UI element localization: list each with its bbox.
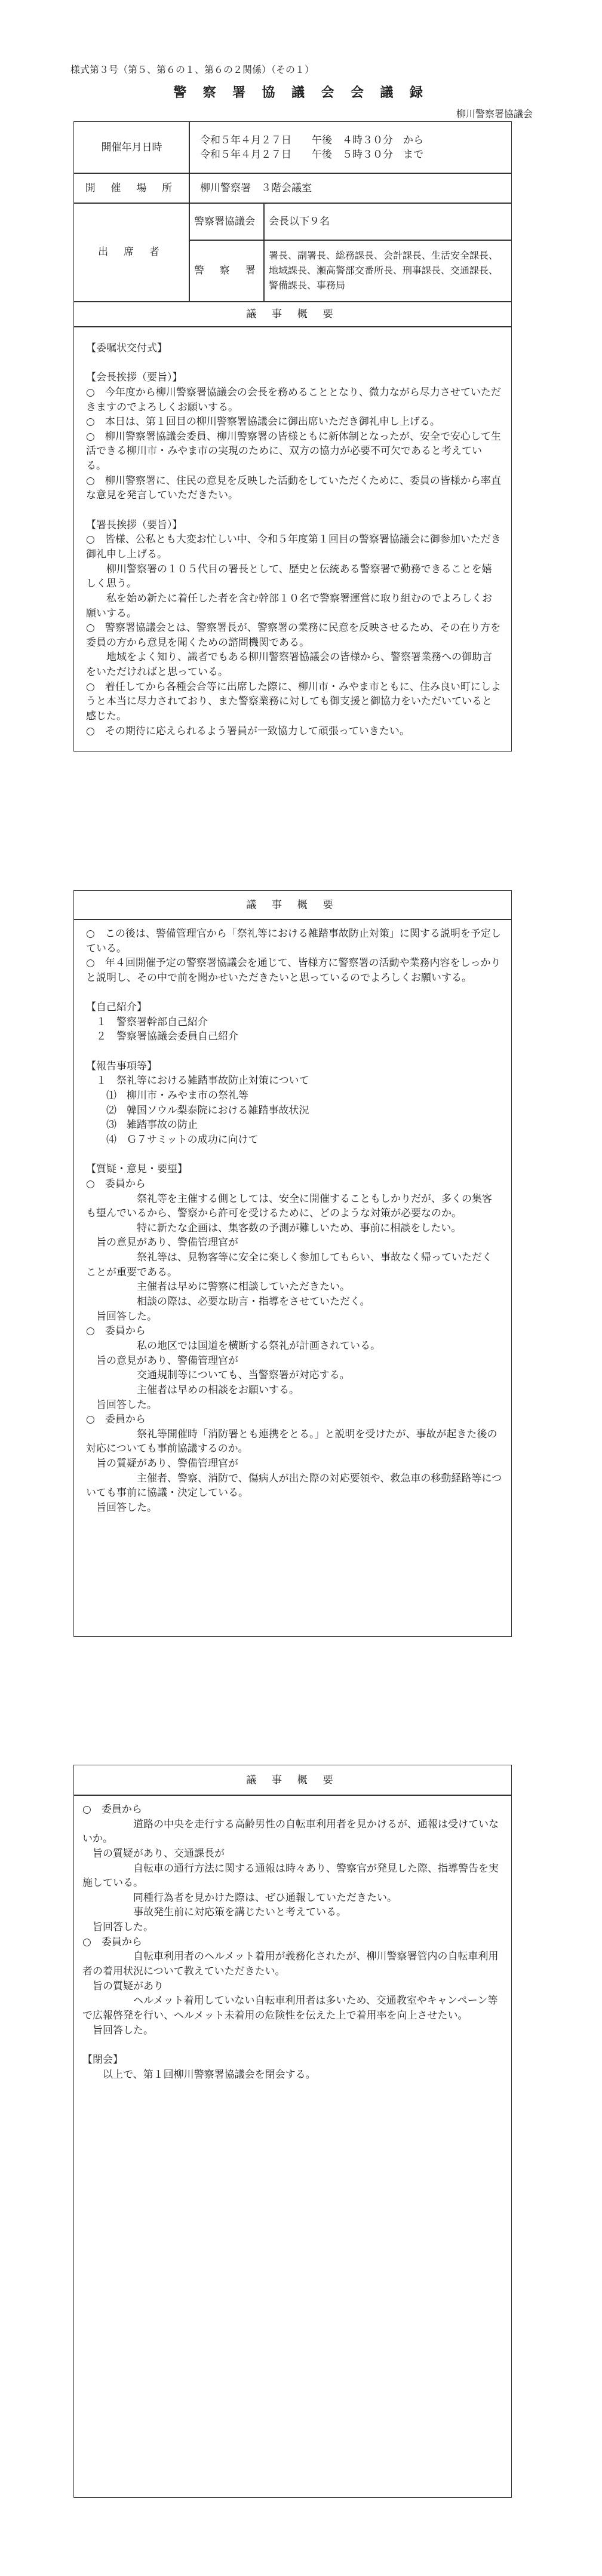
place-value: 柳川警察署 ３階会議室 [200,182,312,194]
council-label: 警察署協議会 [194,215,255,228]
place-label: 開 催 場 所 [85,182,179,194]
minutes-body-text: 【委嘱状交付式】 【会長挨拶（要旨）】 ○ 今年度から柳川警察署協議会の会長を務めることとなり、微力ながら尽力させていただきますのでよろしくお願いする。 ○ 本日は、第１回目の柳川警察署協議会に御出席いただき御礼申し上げる。 ○ 柳川警察署協議会委員、柳川警察署の皆様ともに新体制となったが、安全で安心して生活できる柳川市・みやま市の実現のために、双方の協力が必要不可欠であると考えている。 ○ 柳川警察署に、住民の意見を反映した活動をしていただくために、委員の皆様から率直な意見を発言していただきたい。 【署長挨拶（要旨）】 ○ 皆様、公私とも大変お忙しい中、令和５年度第１回目の警察署協議会に御参加いただき御礼申し上げる。 柳川警察署の１０５代目の署長として、歴史と伝統ある警察署で勤務できることを嬉しく思う。 私を始め新たに着任した者を含む幹部１０名で警察署運営に取り組むのでよろしくお願いする。 ○ 警察署協議会とは、警察署長が、警察署の業務に民意を反映させるため、その在り方を委員の方から意見を聞くための諮問機関である。 地域をよく知り、識者でもある柳川警察署協議会の皆様から、警察署業務への御助言をいただければと思っている。 ○ 着任してから各種会合等に出席した際に、柳川市・みやま市ともに、住み良い町にしようと本当に尽力されており、また警察業務に対しても御支援と御協力をいただいていると感じた。 ○ その期待に応えられるよう署員が一致協力して頑張っていきたい。 [86,342,501,737]
page3-heading: 議 事 概 要 [246,1774,339,1786]
page2-body-text: ○ この後は、警備管理官から「祭礼等における雑踏事故防止対策」に関する説明を予定している。 ○ 年４回開催予定の警察署協議会を通じて、皆様方に警察署の活動や業務内容をしっかりと説明し、その中で前を聞かせいただきたいと思っているのでよろしくお願いする。 【自己紹介】 １ 警察署幹部自己紹介 ２ 警察署協議会委員自己紹介 【報告事項等】 １ 祭礼等における雑踏事故防止対策について ⑴ 柳川市・みやま市の祭礼等 ⑵ 韓国ソウル梨泰院における雑踏事故状況 ⑶ 雑踏事故の防止 ⑷ Ｇ７サミットの成功に向けて 【質疑・意見・要望】 ○ 委員から 祭礼等を主催する側としては、安全に開催することもしかりだが、多くの集客も望んでいるから、警察から許可を受けるために、どのような対策が必要なのか。 特に新たな企画は、集客数の予測が難しいため、事前に相談をしたい。 旨の意見があり、警備管理官が 祭礼等は、見物客等に安全に楽しく参加してもらい、事故なく帰っていただくことが重要である。 主催者は早めに警察に相談していただきたい。 相談の際は、必要な助言・指導をさせていただく。 旨回答した。 ○ 委員から 私の地区では国道を横断する祭礼が計画されている。 旨の意見があり、警備管理官が 交通規制等についても、当警察署が対応する。 主催者は早めの相談をお願いする。 旨回答した。 ○ 委員から 祭礼等開催時「消防署とも連携をとる。」と説明を受けたが、事故が起きた後の対応についても事前協議するのか。 旨の質疑があり、警備管理官が 主催者、警察、消防で、傷病人が出た際の対応要領や、救急車の移動経路等についても事前に協議・決定している。 旨回答した。 [86,928,502,1514]
council-label-cell [189,203,265,241]
place-label-cell [73,173,190,204]
council-name: 柳川警察署協議会 [456,108,533,119]
place-value-cell [189,173,512,204]
council-value-cell [263,203,512,241]
police-value-cell [263,240,512,302]
minutes-body-box [73,326,512,752]
section-heading-cell [73,301,512,327]
date-value-cell [189,121,512,174]
page2-heading-cell [73,890,512,920]
page3-body-box [73,1795,512,2498]
date-label: 開催年月日時 [101,141,162,154]
date-label-cell [73,121,190,174]
police-label-cell [189,240,265,302]
council-value: 会長以下９名 [269,215,330,228]
date-line-end: 令和５年４月２７日 午後 ５時３０分 まで [200,149,423,161]
page3-heading-cell [73,1765,512,1796]
form-number: 様式第３号（第５、第６の１、第６の２関係）（その１） [70,64,315,75]
section-heading: 議 事 概 要 [246,308,339,320]
date-line-start: 令和５年４月２７日 午後 ４時３０分 から [200,134,423,146]
document-title: 警 察 署 協 議 会 会 議 録 [173,85,429,100]
page2-body-box [73,919,512,1637]
attendees-label-cell [73,203,190,302]
page3-body-text: ○ 委員から 道路の中央を走行する高齢男性の自転車利用者を見かけるが、通報は受けていないか。 旨の質疑があり、交通課長が 自転車の通行方法に関する通報は時々あり、警察官が発見した際、指導警告を実施している。 同種行為者を見かけた際は、ぜひ通報していただきたい。 事故発生前に対応策を講じたいと考えている。 旨回答した。 ○ 委員から 自転車利用者のヘルメット着用が義務化されたが、柳川警察署管内の自転車利用者の着用状況について教えていただきたい。 旨の質疑があり ヘルメット着用していない自転車利用者は多いため、交通教室やキャンペーン等で広報啓発を行い、ヘルメット未着用の危険性を伝えた上で着用率を向上させたい。 旨回答した。 【閉会】 以上で、第１回柳川警察署協議会を閉会する。 [82,1804,499,2081]
police-label: 警 察 署 [194,265,262,277]
attendees-label: 出 席 者 [98,246,165,259]
page2-heading: 議 事 概 要 [246,898,339,911]
police-value: 署長、副署長、総務課長、会計課長、生活安全課長、地域課長、瀬高警部交番所長、刑事課長、交通課長、警備課長、事務局 [269,250,499,291]
